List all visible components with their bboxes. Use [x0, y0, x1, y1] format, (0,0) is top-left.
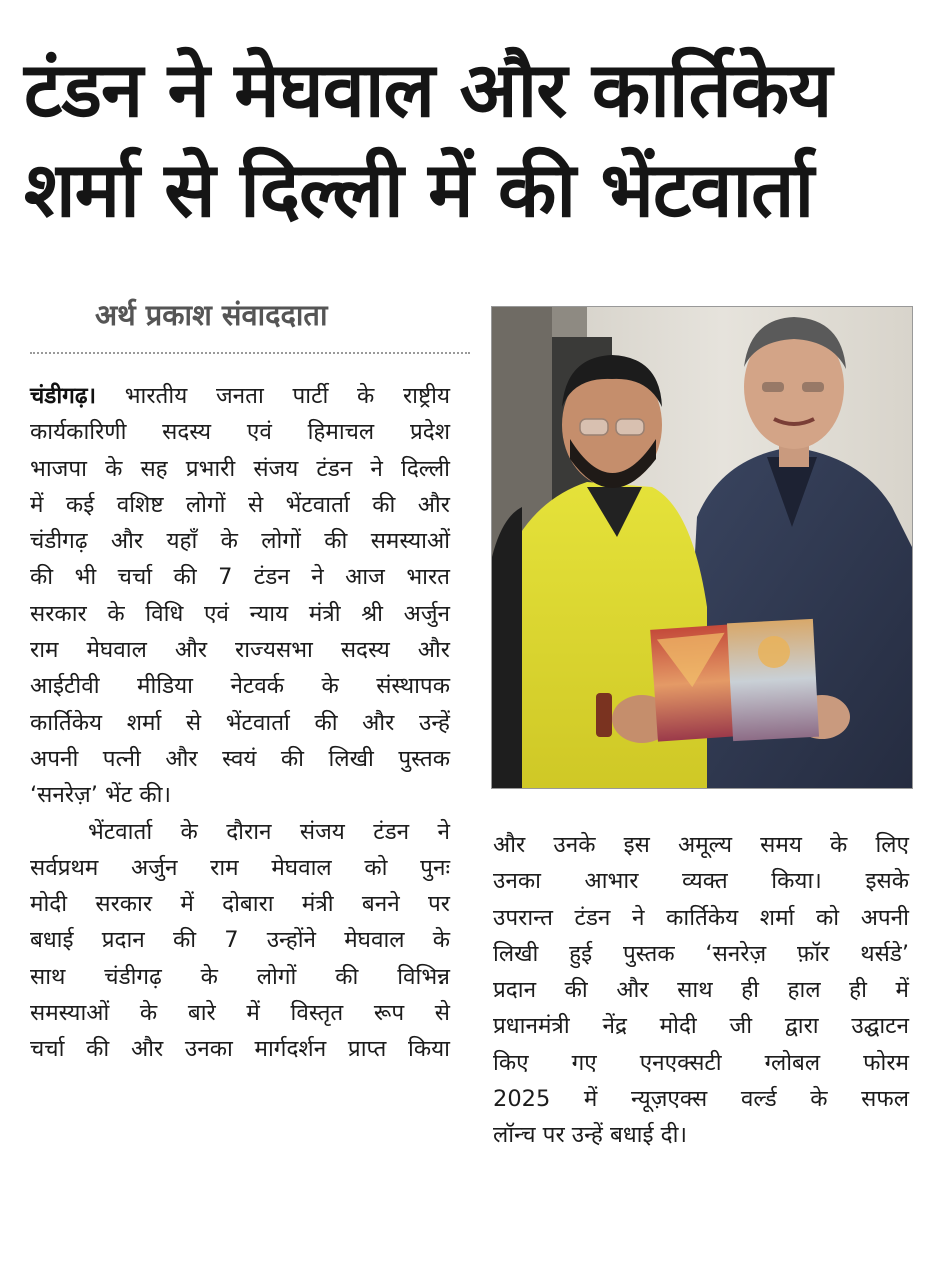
book-left: [650, 624, 738, 741]
byline: अर्थ प्रकाश संवाददाता: [95, 298, 328, 332]
headline: [24, 40, 914, 240]
article-line: की भी चर्चा की 7 टंडन ने आज भारत: [30, 564, 450, 591]
article-line: सर्वप्रथम अर्जुन राम मेघवाल को पुनः: [30, 854, 450, 881]
article-line: उपरान्त टंडन ने कार्तिकेय शर्मा को अपनी: [493, 904, 909, 931]
article-line: आईटीवी मीडिया नेटवर्क के संस्थापक: [30, 673, 450, 700]
article-line: समस्याओं के बारे में विस्तृत रूप से: [30, 1000, 450, 1027]
article-line: चर्चा की और उनका मार्गदर्शन प्राप्त किया: [30, 1036, 450, 1063]
book-right: [727, 619, 819, 741]
article-line: चंडीगढ़ और यहाँ के लोगों की समस्याओं: [30, 528, 450, 555]
news-photo: [491, 306, 913, 789]
article-line: कार्यकारिणी सदस्य एवं हिमाचल प्रदेश: [30, 419, 450, 446]
dateline: चंडीगढ़।: [30, 383, 97, 409]
headline-line-2: शर्मा से दिल्ली में की भेंटवार्ता: [24, 145, 814, 234]
article-line: ‘सनरेज़’ भेंट की।: [30, 782, 171, 809]
article-line: प्रदान की और साथ ही हाल ही में: [493, 977, 909, 1004]
article-line: उनका आभार व्यक्त किया। इसके: [493, 868, 909, 895]
article-line: और उनके इस अमूल्य समय के लिए: [493, 832, 909, 858]
article-line: लॉन्च पर उन्हें बधाई दी।: [493, 1122, 687, 1149]
headline-line-1: टंडन ने मेघवाल और कार्तिकेय: [24, 45, 832, 134]
article-line: बधाई प्रदान की 7 उन्होंने मेघवाल के: [30, 927, 450, 954]
article-line: मोदी सरकार में दोबारा मंत्री बनने पर: [30, 891, 450, 918]
article-column-2: [493, 827, 909, 1154]
article-line: 2025 में न्यूज़एक्स वर्ल्ड के सफल: [493, 1086, 909, 1113]
article-line: राम मेघवाल और राज्यसभा सदस्य और: [30, 637, 450, 664]
article-line: अपनी पत्नी और स्वयं की लिखी पुस्तक: [30, 745, 450, 772]
article-line: साथ चंडीगढ़ के लोगों की विभिन्न: [30, 963, 450, 990]
article-text: भारतीय जनता पार्टी के राष्ट्रीय: [96, 383, 450, 409]
article-line: सरकार के विधि एवं न्याय मंत्री श्री अर्जुन: [30, 600, 450, 627]
article-line: भेंटवार्ता के दौरान संजय टंडन ने: [88, 818, 450, 845]
article-line: प्रधानमंत्री नेंद्र मोदी जी द्वारा उद्घाटन: [493, 1013, 909, 1040]
article-line: कार्तिकेय शर्मा से भेंटवार्ता की और उन्हें: [30, 709, 450, 736]
article-line: किए गए एनएक्सटी ग्लोबल फोरम: [493, 1049, 909, 1076]
article-line: लिखी हुई पुस्तक ‘सनरेज़ फ़ॉर थर्सडे’: [493, 940, 909, 967]
two-men-holding-books-photo-icon: [492, 307, 912, 788]
article-line: भाजपा के सह प्रभारी संजय टंडन ने दिल्ली: [30, 455, 450, 482]
article-column-1: [30, 378, 450, 1068]
dotted-divider: [30, 352, 470, 354]
article-line: [30, 378, 450, 414]
article-line: में कई वशिष्ट लोगों से भेंटवार्ता की और: [30, 491, 450, 518]
